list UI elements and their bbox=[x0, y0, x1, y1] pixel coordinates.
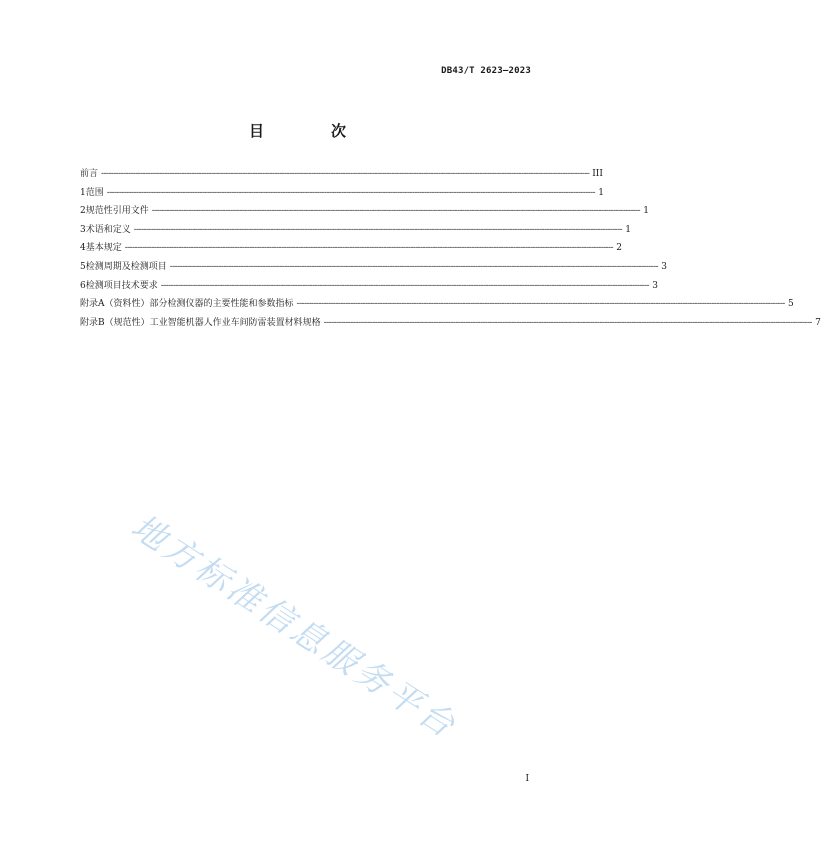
toc-leader: -------------------------------------------------------------------------------------------------------------------------------------------------------------------------------------------------------- bbox=[106, 187, 595, 198]
toc-entry-appendix-b[interactable] bbox=[80, 315, 821, 334]
toc-entry-title: 术语和定义 bbox=[85, 224, 131, 235]
toc-leader: -------------------------------------------------------------------------------------------------------------------------------------------------------------------------------------------------------- bbox=[101, 169, 590, 179]
toc-entry-number: 2 bbox=[80, 206, 86, 217]
toc-page-number: 5 bbox=[788, 299, 794, 310]
toc-entry-appendix-a[interactable] bbox=[80, 296, 794, 315]
toc-entry-number: 4 bbox=[80, 243, 86, 254]
toc-leader: -------------------------------------------------------------------------------------------------------------------------------------------------------------------------------------------------------- bbox=[169, 261, 658, 272]
toc-entry-3[interactable] bbox=[80, 222, 631, 241]
toc-page-number: 7 bbox=[815, 317, 821, 328]
toc-entry-6[interactable] bbox=[80, 278, 658, 297]
toc-page-number: 2 bbox=[616, 243, 622, 254]
page-number: I bbox=[525, 774, 529, 784]
toc-entry-title: 检测项目技术要求 bbox=[85, 280, 158, 291]
table-of-contents bbox=[80, 166, 821, 333]
toc-page-number: 3 bbox=[652, 280, 658, 291]
toc-entry-4[interactable] bbox=[80, 240, 622, 259]
toc-entry-number: 附录B（规范性） bbox=[80, 317, 150, 328]
toc-entry-number: 5 bbox=[80, 261, 86, 272]
toc-entry-number: 附录A（资料性） bbox=[80, 299, 150, 310]
toc-leader: -------------------------------------------------------------------------------------------------------------------------------------------------------------------------------------------------------- bbox=[296, 299, 785, 310]
toc-entry-title: 范围 bbox=[85, 187, 104, 198]
toc-entry-number: 1 bbox=[80, 187, 86, 198]
toc-entry-title: 部分检测仪器的主要性能和参数指标 bbox=[149, 299, 294, 310]
toc-entry-2[interactable] bbox=[80, 203, 649, 222]
toc-page-number: 1 bbox=[598, 187, 604, 198]
toc-leader: -------------------------------------------------------------------------------------------------------------------------------------------------------------------------------------------------------- bbox=[323, 317, 812, 328]
toc-entry-foreword[interactable] bbox=[80, 166, 603, 185]
toc-leader: -------------------------------------------------------------------------------------------------------------------------------------------------------------------------------------------------------- bbox=[124, 243, 613, 254]
toc-entry-5[interactable] bbox=[80, 259, 667, 278]
toc-page-number: III bbox=[592, 169, 603, 179]
toc-entry-title: 规范性引用文件 bbox=[85, 206, 149, 217]
toc-leader: -------------------------------------------------------------------------------------------------------------------------------------------------------------------------------------------------------- bbox=[160, 280, 649, 291]
standard-code: DB43/T 2623—2023 bbox=[441, 66, 531, 76]
toc-page-number: 3 bbox=[661, 261, 667, 272]
page-title: 目 次 bbox=[248, 122, 372, 140]
toc-entry-number: 6 bbox=[80, 280, 86, 291]
toc-leader: -------------------------------------------------------------------------------------------------------------------------------------------------------------------------------------------------------- bbox=[151, 206, 640, 217]
toc-entry-title: 基本规定 bbox=[85, 243, 122, 254]
toc-page-number: 1 bbox=[625, 224, 631, 235]
toc-page-number: 1 bbox=[643, 206, 649, 217]
toc-entry-title: 前言 bbox=[80, 169, 99, 179]
toc-entry-title: 检测周期及检测项目 bbox=[85, 261, 167, 272]
toc-entry-number: 3 bbox=[80, 224, 86, 235]
toc-leader: -------------------------------------------------------------------------------------------------------------------------------------------------------------------------------------------------------- bbox=[133, 224, 622, 235]
toc-entry-1[interactable] bbox=[80, 185, 604, 204]
toc-entry-title: 工业智能机器人作业车间防雷装置材料规格 bbox=[149, 317, 321, 328]
watermark: 地方标准信息服务平台 bbox=[123, 506, 465, 748]
